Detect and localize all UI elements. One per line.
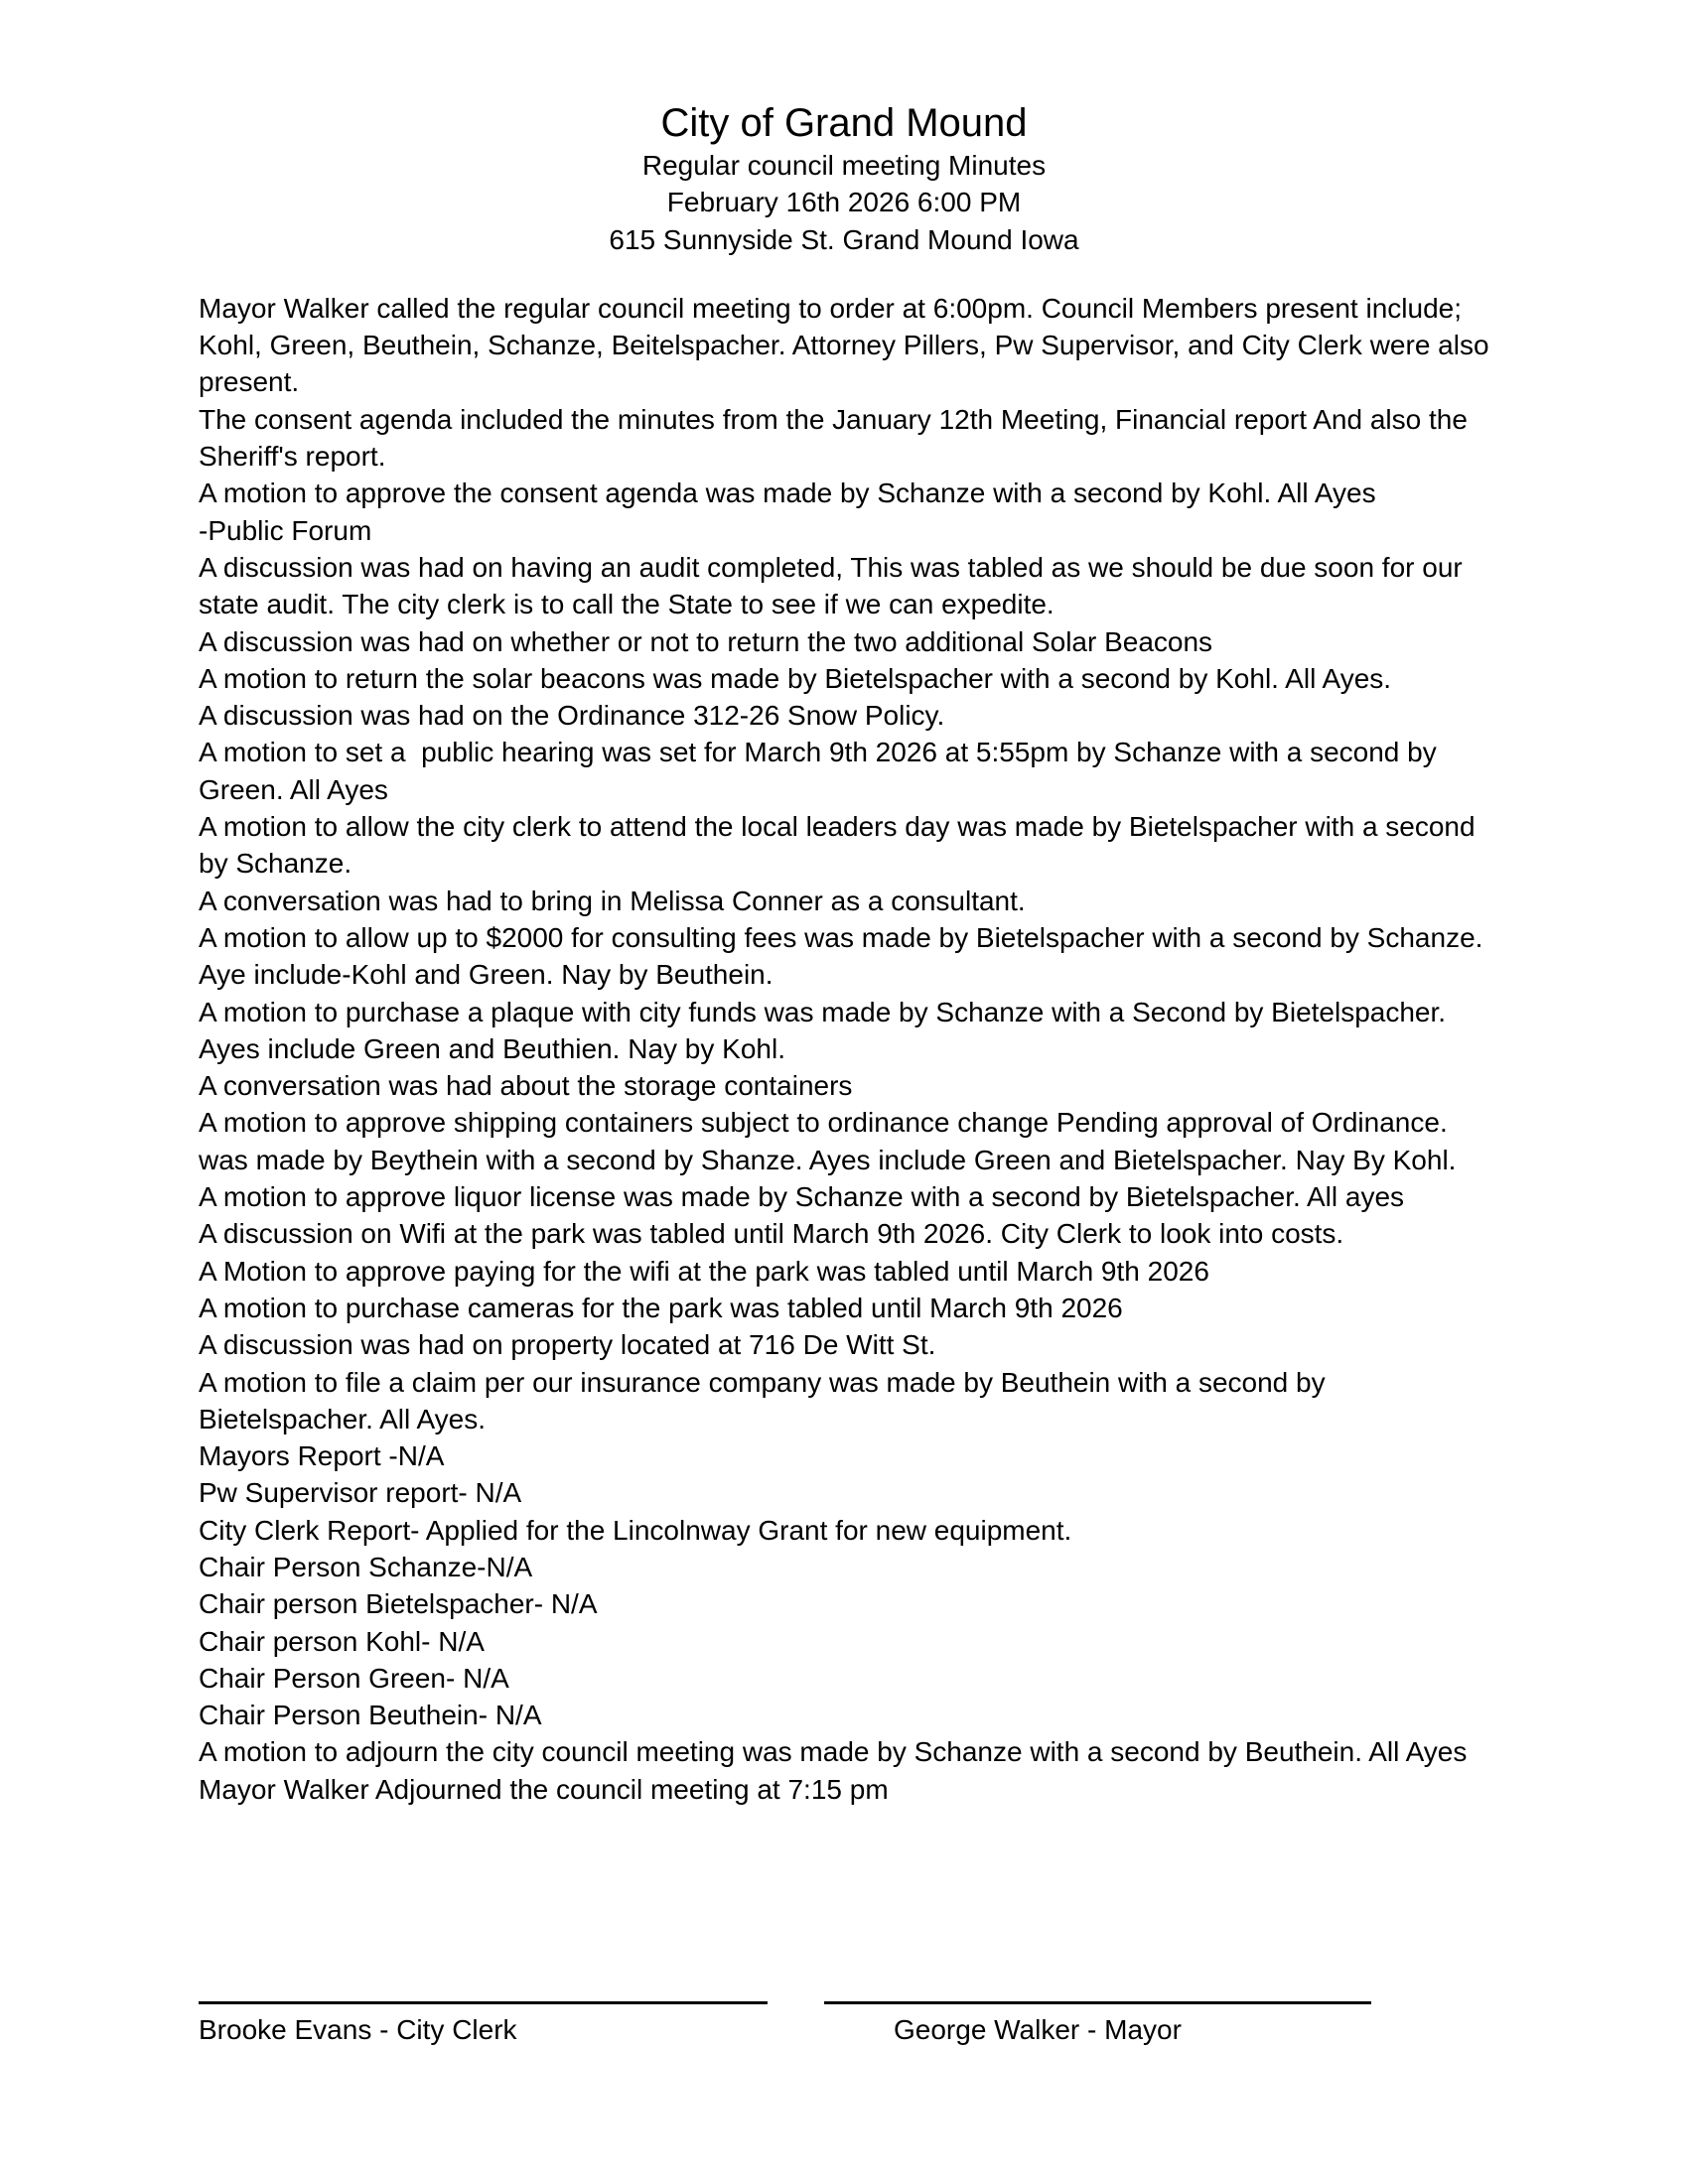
body-line: state audit. The city clerk is to call the State to see if we can expedite.	[199, 589, 1055, 620]
signature-label-city-clerk: Brooke Evans - City Clerk	[199, 2014, 517, 2045]
body-line: Ayes include Green and Beuthien. Nay by Kohl.	[199, 1032, 785, 1064]
body-line: The consent agenda included the minutes from the January 12th Meeting, Financial report And also the	[199, 403, 1468, 435]
body-line: A discussion was had on the Ordinance 312-26 Snow Policy.	[199, 700, 945, 732]
body-line: Chair Person Schanze-N/A	[199, 1551, 533, 1582]
body-line: Aye include-Kohl and Green. Nay by Beuthein.	[199, 959, 774, 991]
body-line: A conversation was had about the storage containers	[199, 1070, 853, 1102]
document-body	[199, 290, 1489, 1808]
body-line: A motion to approve shipping containers subject to ordinance change Pending approval of Ordinance.	[199, 1107, 1448, 1139]
body-line: A motion to purchase a plaque with city funds was made by Schanze with a Second by Bietelspacher.	[199, 996, 1447, 1027]
signature-block-city-clerk	[199, 2001, 768, 2048]
document-subtitle-address: 615 Sunnyside St. Grand Mound Iowa	[609, 223, 1079, 255]
body-line: Mayor Walker called the regular council meeting to order at 6:00pm. Council Members present include;	[199, 292, 1463, 324]
document-title: City of Grand Mound	[660, 101, 1028, 145]
body-line: A Motion to approve paying for the wifi at the park was tabled until March 9th 2026	[199, 1255, 1209, 1287]
body-line: by Schanze.	[199, 848, 352, 880]
body-line: A discussion on Wifi at the park was tabled until March 9th 2026. City Clerk to look into costs.	[199, 1218, 1344, 1250]
body-line: Mayors Report -N/A	[199, 1440, 445, 1472]
body-line: A motion to allow up to $2000 for consulting fees was made by Bietelspacher with a second by Schanze.	[199, 921, 1483, 953]
signature-block-mayor	[824, 2001, 1371, 2048]
body-line: A motion to return the solar beacons was made by Bietelspacher with a second by Kohl. All Ayes.	[199, 662, 1392, 694]
body-line: Bietelspacher. All Ayes.	[199, 1403, 486, 1434]
signature-line-city-clerk	[199, 2001, 768, 2004]
body-line: A discussion was had on having an audit completed, This was tabled as we should be due soon for our	[199, 551, 1463, 583]
body-line: Chair person Bietelspacher- N/A	[199, 1588, 598, 1620]
signature-row	[199, 2001, 1489, 2048]
body-line: City Clerk Report- Applied for the Lincolnway Grant for new equipment.	[199, 1514, 1072, 1546]
body-line: A discussion was had on property located at 716 De Witt St.	[199, 1329, 936, 1361]
body-line: Chair Person Green- N/A	[199, 1662, 509, 1694]
document-subtitle-datetime: February 16th 2026 6:00 PM	[666, 187, 1022, 218]
body-line: -Public Forum	[199, 514, 372, 546]
body-line: A motion to adjourn the city council meeting was made by Schanze with a second by Beuthein. All Ayes	[199, 1736, 1468, 1768]
body-line: A motion to purchase cameras for the park was tabled until March 9th 2026	[199, 1292, 1123, 1323]
body-line: A motion to file a claim per our insurance company was made by Beuthein with a second by	[199, 1366, 1326, 1398]
body-line: Chair Person Beuthein- N/A	[199, 1700, 542, 1731]
body-line: Green. All Ayes	[199, 773, 388, 805]
body-line: A conversation was had to bring in Melissa Conner as a consultant.	[199, 885, 1026, 916]
body-line: A motion to approve liquor license was made by Schanze with a second by Bietelspacher. All ayes	[199, 1181, 1405, 1213]
body-line: Pw Supervisor report- N/A	[199, 1477, 522, 1509]
document-subtitle-meeting-type: Regular council meeting Minutes	[641, 150, 1047, 181]
body-line: A motion to approve the consent agenda was made by Schanze with a second by Kohl. All Ayes	[199, 478, 1376, 509]
document-header	[0, 0, 1688, 258]
signature-line-mayor	[824, 2001, 1371, 2004]
body-line: Chair person Kohl- N/A	[199, 1625, 485, 1657]
body-line: Kohl, Green, Beuthein, Schanze, Beitelspacher. Attorney Pillers, Pw Supervisor, and City Clerk were also	[199, 330, 1489, 361]
body-line: A discussion was had on whether or not to return the two additional Solar Beacons	[199, 625, 1213, 657]
body-line: Sheriff's report.	[199, 441, 386, 473]
body-line: A motion to set a public hearing was set for March 9th 2026 at 5:55pm by Schanze with a second by	[199, 737, 1437, 768]
signature-label-mayor: George Walker - Mayor	[894, 2014, 1182, 2045]
body-line: was made by Beythein with a second by Shanze. Ayes include Green and Bietelspacher. Nay By Kohl.	[199, 1144, 1457, 1175]
body-line: Mayor Walker Adjourned the council meeting at 7:15 pm	[199, 1773, 889, 1805]
body-line: A motion to allow the city clerk to attend the local leaders day was made by Bietelspacher with a second	[199, 811, 1476, 843]
body-line: present.	[199, 366, 300, 398]
